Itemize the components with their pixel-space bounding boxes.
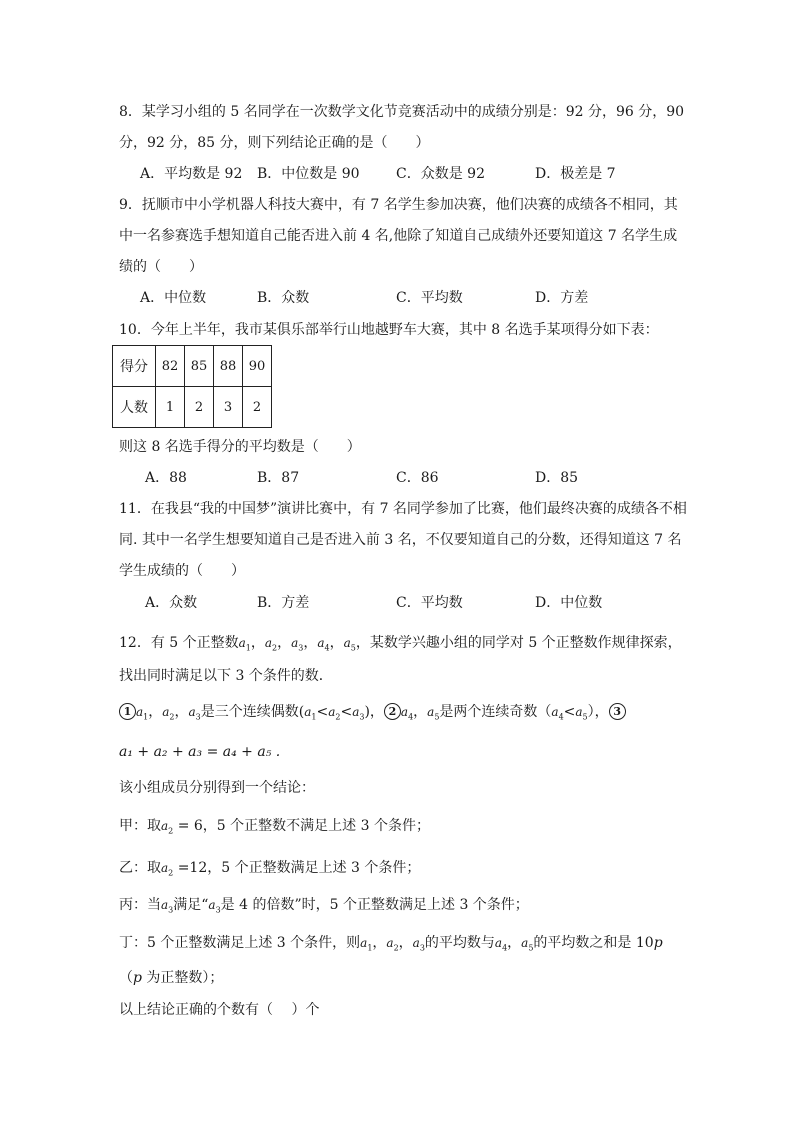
q11-stem-line2: 同. 其中一名学生想要知道自己是否进入前 3 名，不仅要知道自己的分数，还得知道这 7 名 xyxy=(119,532,682,548)
q8-stem-line1: 8．某学习小组的 5 名同学在一次数学文化节竞赛活动中的成绩分别是：92 分，96 分，90 xyxy=(119,104,685,120)
conclusion-ding: 丁：5 个正整数满足上述 3 个条件，则$a_1$，$a_2$，$a_3$的平均数与$a_4$，$a_5$的平均数之和是 10p xyxy=(119,935,663,953)
count-header: 人数 xyxy=(113,387,156,428)
math-a3: $a_3$ xyxy=(352,705,365,722)
q10-stem-line1: 10．今年上半年，我市某俱乐部举行山地越野车大赛，其中 8 名选手某项得分如下表： xyxy=(119,322,659,338)
conclusion-jia-label: 甲：取 xyxy=(119,818,161,834)
q11-stem-line1: 11．在我县“我的中国梦”演讲比赛中，有 7 名同学参加了比赛，他们最终决赛的成绩各不相 xyxy=(119,501,687,517)
q12-stem-line1: 12．有 5 个正整数$a_1$，$a_2$，$a_3$，$a_4$，$a_5$，某数学兴趣小组的同学对 5 个正整数作规律探索， xyxy=(119,635,682,653)
count-cell: 2 xyxy=(243,387,272,428)
conclusion-ding-line2-text: 为正整数）； xyxy=(141,970,224,986)
cond1-text: 是三个连续偶数 xyxy=(200,704,299,720)
circled-two-marker: 2 xyxy=(384,703,401,720)
q10-stem-line2: 则这 8 名选手得分的平均数是（ ） xyxy=(119,439,361,455)
conclusion-yi-value: =12， xyxy=(173,860,222,876)
math-a1: $a_1$ xyxy=(360,936,373,953)
score-table xyxy=(112,345,272,428)
q9-option-d[interactable]: D．方差 xyxy=(535,290,589,306)
q10-options xyxy=(145,468,705,488)
q8-stem-line2: 分，92 分，85 分，则下列结论正确的是（ ） xyxy=(119,135,430,151)
q9-stem-line3: 绩的（ ） xyxy=(119,259,203,275)
math-a5: $a_5$ xyxy=(521,936,534,953)
score-header: 得分 xyxy=(113,346,156,387)
conclusion-bing-mid: 满足“ xyxy=(173,897,209,913)
conclusion-jia-text: 5 个正整数不满足上述 3 个条件； xyxy=(216,818,430,834)
circled-three-marker: 3 xyxy=(609,703,626,720)
q9-stem-line2: 中一名参赛选手想知道自己能否进入前 4 名,他除了知道自己成绩外还要知道这 7 名学生成 xyxy=(119,228,678,244)
conclusion-yi-text: 5 个正整数满足上述 3 个条件； xyxy=(221,860,421,876)
conclusion-jia-value: = 6， xyxy=(173,818,217,834)
conclusion-yi xyxy=(119,858,420,883)
q8-option-d[interactable]: D．极差是 7 xyxy=(535,166,616,182)
score-row xyxy=(113,346,272,387)
conclusion-jia xyxy=(119,816,430,841)
score-cell: 85 xyxy=(185,346,214,387)
math-p: p xyxy=(653,935,663,951)
q9-option-a[interactable]: A．中位数 xyxy=(140,290,207,306)
conclusion-ding-line2: （p 为正整数）； xyxy=(119,970,224,986)
math-a2: $a_2$ xyxy=(386,936,399,953)
score-cell: 90 xyxy=(243,346,272,387)
q8-options xyxy=(140,164,700,184)
q12-stem-line2: 找出同时满足以下 3 个条件的数． xyxy=(119,668,333,684)
math-a5: $a_5$ xyxy=(575,705,588,722)
q8-option-a[interactable]: A．平均数是 92 xyxy=(140,166,243,182)
math-a1: $a_1$ xyxy=(304,705,317,722)
math-a4: $a_4$ xyxy=(317,636,330,653)
q12-final-question: 以上结论正确的个数有（ ）个 xyxy=(119,1002,320,1018)
q8-option-c[interactable]: C．众数是 92 xyxy=(396,166,485,182)
math-a2: $a_2$ xyxy=(161,861,174,878)
math-a2: $a_2$ xyxy=(162,705,175,722)
q12-stem-line1-start: 12．有 5 个正整数 xyxy=(119,635,239,651)
conclusion-bing-text: 是 4 的倍数”时，5 个正整数满足上述 3 个条件； xyxy=(220,897,529,913)
math-a3: $a_3$ xyxy=(291,636,304,653)
q10-option-a[interactable]: A．88 xyxy=(145,470,187,486)
q11-option-a[interactable]: A．众数 xyxy=(145,595,198,611)
q12-stem-line1-end: ，某数学兴趣小组的同学对 5 个正整数作规律探索， xyxy=(355,635,682,651)
q10-option-c[interactable]: C．86 xyxy=(396,470,439,486)
math-a3: $a_3$ xyxy=(412,936,425,953)
conclusion-ding-mid: 的平均数与 xyxy=(424,935,495,951)
q10-option-d[interactable]: D．85 xyxy=(535,470,579,486)
count-cell: 2 xyxy=(185,387,214,428)
conclusion-yi-label: 乙：取 xyxy=(119,860,161,876)
q11-option-b[interactable]: B．方差 xyxy=(257,595,310,611)
q9-option-b[interactable]: B．众数 xyxy=(257,290,310,306)
math-a5: $a_5$ xyxy=(343,636,356,653)
math-a5: $a_5$ xyxy=(427,705,440,722)
q11-stem-line3: 学生成绩的（ ） xyxy=(119,563,245,579)
math-a3: $a_3$ xyxy=(161,898,174,915)
math-a1: $a_1$ xyxy=(136,705,149,722)
circled-one-marker: 1 xyxy=(119,703,136,720)
math-a4: $a_4$ xyxy=(400,705,414,722)
count-cell: 1 xyxy=(156,387,185,428)
q11-option-c[interactable]: C．平均数 xyxy=(396,595,463,611)
score-cell: 88 xyxy=(214,346,243,387)
q9-option-c[interactable]: C．平均数 xyxy=(396,290,463,306)
q9-stem-line1: 9．抚顺市中小学机器人科技大赛中，有 7 名学生参加决赛，他们决赛的成绩各不相同，其 xyxy=(119,197,678,213)
q11-option-d[interactable]: D．中位数 xyxy=(535,595,603,611)
conclusion-bing-label: 丙：当 xyxy=(119,897,161,913)
conclusion-ding-text: 的平均数之和是 10 xyxy=(533,935,654,951)
math-a2: $a_2$ xyxy=(328,705,341,722)
math-a3: $a_3$ xyxy=(188,705,201,722)
q12-conditions-line: 1 $a_1$，$a_2$，$a_3$是三个连续偶数$(a_1<a_2<a_3)$， 2 $a_4$，$a_5$是两个连续奇数$(a_4<a_5)$， 3 xyxy=(119,702,626,727)
math-a2: $a_2$ xyxy=(264,636,278,653)
math-a4: $a_4$ xyxy=(494,936,508,953)
math-a3: $a_3$ xyxy=(208,898,221,915)
cond2-text: 是两个连续奇数 xyxy=(439,704,538,720)
q12-intro: 该小组成员分别得到一个结论： xyxy=(119,780,315,796)
math-p: p xyxy=(133,970,142,986)
q8-option-b[interactable]: B．中位数是 90 xyxy=(257,166,360,182)
math-a1: $a_1$ xyxy=(238,636,251,653)
math-a4: $a_4$ xyxy=(551,705,564,722)
q12-equation: a₁ + a₂ + a₃ = a₄ + a₅ . xyxy=(119,744,281,760)
q9-options xyxy=(140,288,700,308)
conclusion-bing xyxy=(119,895,529,920)
count-cell: 3 xyxy=(214,387,243,428)
score-cell: 82 xyxy=(156,346,185,387)
conclusion-ding-label: 丁：5 个正整数满足上述 3 个条件，则 xyxy=(119,935,361,951)
q11-options xyxy=(145,593,705,613)
count-row xyxy=(113,387,272,428)
q10-option-b[interactable]: B．87 xyxy=(257,470,300,486)
math-a2: $a_2$ xyxy=(161,819,174,836)
